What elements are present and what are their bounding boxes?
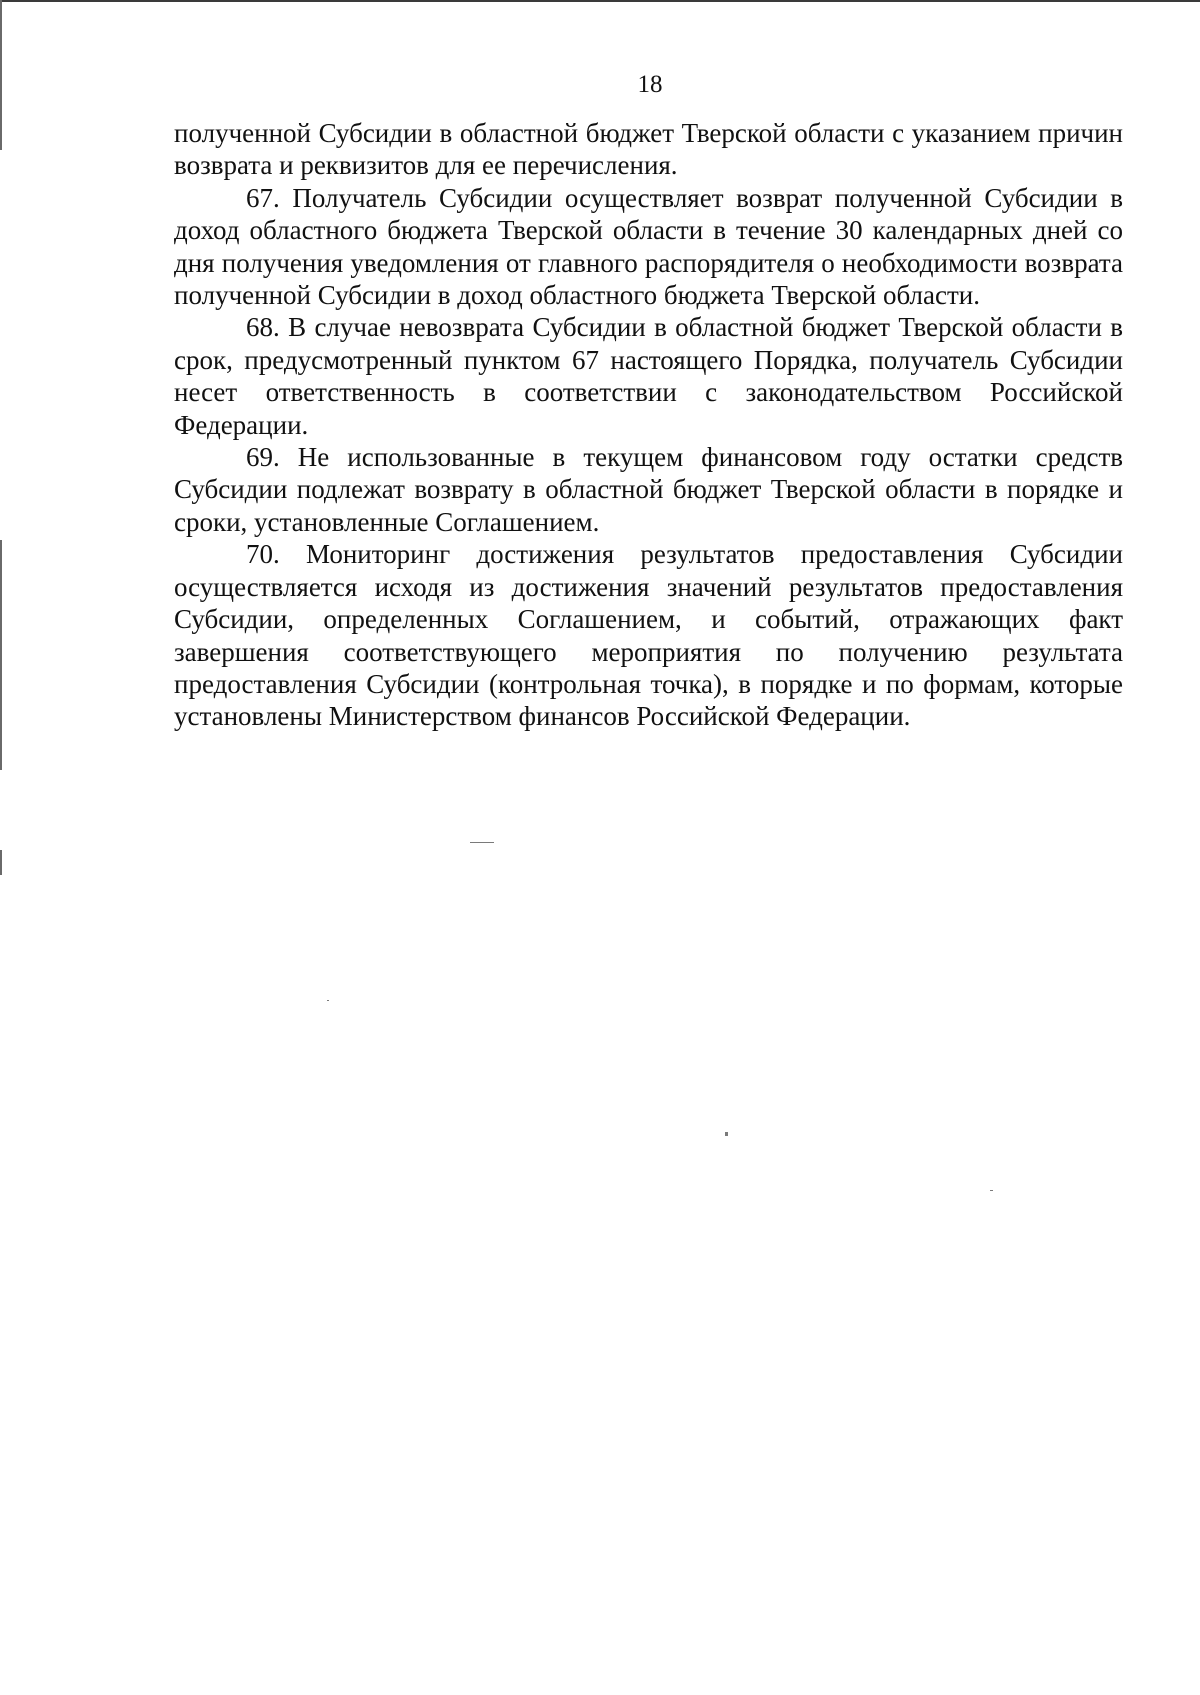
scan-artifact (327, 1000, 329, 1001)
scan-artifact (725, 1132, 728, 1136)
page-number: 18 (637, 71, 663, 98)
scan-border-left (0, 850, 2, 875)
paragraph-70: 70. Мониторинг достижения результатов предоставления Субсидии осуществляется исходя из достижения значений результатов предоставления Субсидии, определенных Соглашением, и событий, отражающих факт завершения соответствующего мероприятия по получению результата предоставления Субсидии (контрольная точка), в порядке и по формам, которые установлены Министерством финансов Российской Федерации. (174, 539, 1123, 732)
paragraph-continuation: полученной Субсидии в областной бюджет Тверской области с указанием причин возврата и реквизитов для ее перечисления. (174, 118, 1123, 181)
scan-border-top (0, 0, 1200, 2)
scan-artifact (470, 842, 494, 843)
document-body (174, 117, 1123, 733)
scan-border-left (0, 540, 2, 770)
paragraph-67: 67. Получатель Субсидии осуществляет возврат полученной Субсидии в доход областного бюджета Тверской области в течение 30 календарных дней со дня получения уведомления от главного распорядителя о необходимости возврата полученной Субсидии в доход областного бюджета Тверской области. (174, 182, 1123, 311)
paragraph-69: 69. Не использованные в текущем финансовом году остатки средств Субсидии подлежат возврату в областной бюджет Тверской области в порядке и сроки, установленные Соглашением. (174, 442, 1123, 537)
paragraph-68: 68. В случае невозврата Субсидии в областной бюджет Тверской области в срок, предусмотренный пунктом 67 настоящего Порядка, получатель Субсидии несет ответственность в соответствии с законодательством Российской Федерации. (174, 312, 1123, 440)
scan-artifact (990, 1190, 993, 1191)
